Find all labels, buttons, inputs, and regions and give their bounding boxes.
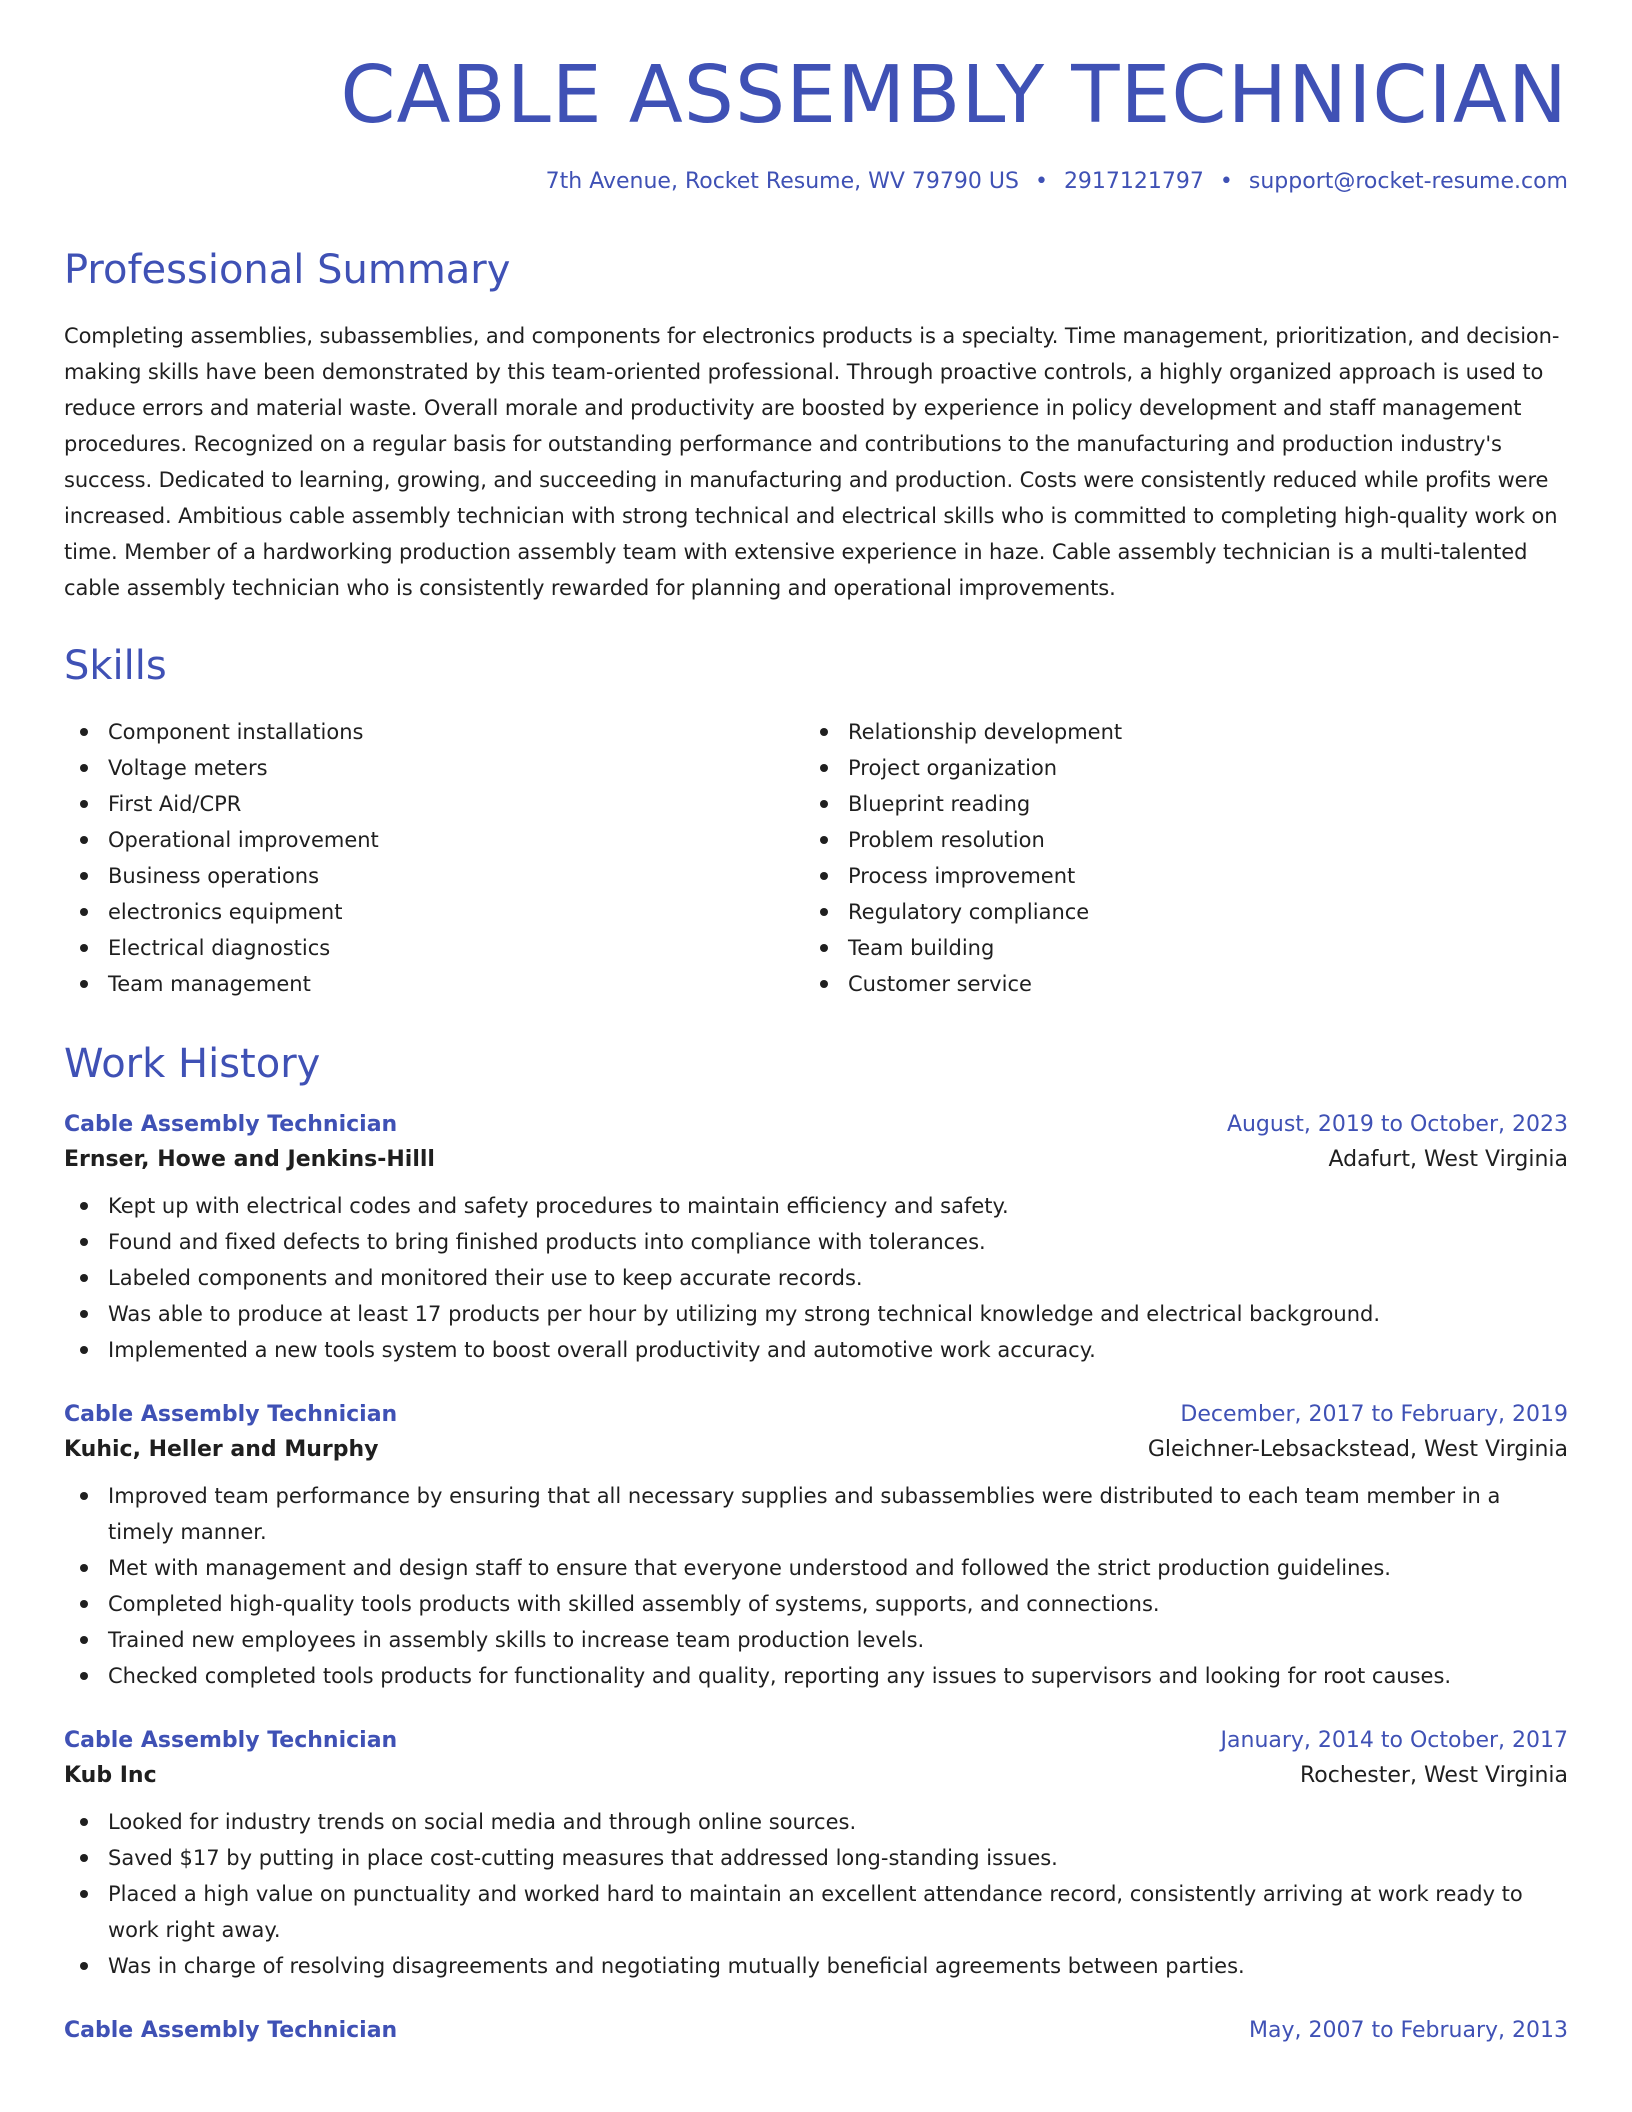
- skill-item: Team management: [64, 966, 804, 1002]
- skill-item: Process improvement: [804, 858, 1568, 894]
- skills-heading: Skills: [64, 642, 167, 689]
- contact-separator: •: [1034, 168, 1048, 194]
- skill-item: Operational improvement: [64, 822, 804, 858]
- skills-column-left: [64, 714, 804, 1002]
- contact-phone: 2917121797: [1063, 168, 1204, 194]
- job-entry: [64, 1112, 1568, 1368]
- job-bullet: Implemented a new tools system to boost overall productivity and automotive work accuracy.: [64, 1332, 1568, 1368]
- skill-item: Electrical diagnostics: [64, 930, 804, 966]
- job-bullet: Placed a high value on punctuality and worked hard to maintain an excellent attendance record, consistently arriving at work ready to work right away.: [64, 1876, 1568, 1948]
- job-bullet: Improved team performance by ensuring that all necessary supplies and subassemblies were distributed to each team member in a timely manner.: [64, 1478, 1568, 1550]
- skill-item: Regulatory compliance: [804, 894, 1568, 930]
- job-location: Rochester, West Virginia: [1299, 1762, 1568, 1788]
- contact-line: [64, 169, 1568, 194]
- contact-separator: •: [1219, 168, 1233, 194]
- job-company: Ernser, Howe and Jenkins-Hilll: [64, 1146, 435, 1172]
- job-title: Cable Assembly Technician: [64, 2017, 398, 2043]
- job-bullet: Looked for industry trends on social media and through online sources.: [64, 1804, 1568, 1840]
- contact-email: support@rocket-resume.com: [1248, 168, 1568, 194]
- job-bullets: [64, 1188, 1568, 1368]
- resume-name: CABLE ASSEMBLY TECHNICIAN: [340, 49, 1568, 141]
- skill-item: Team building: [804, 930, 1568, 966]
- job-location: Adafurt, West Virginia: [1328, 1146, 1568, 1172]
- job-bullet: Completed high-quality tools products with skilled assembly of systems, supports, and connections.: [64, 1586, 1568, 1622]
- job-bullet: Checked completed tools products for functionality and quality, reporting any issues to supervisors and looking for root causes.: [64, 1658, 1568, 1694]
- job-title: Cable Assembly Technician: [64, 1727, 398, 1753]
- job-entry: [64, 1728, 1568, 1984]
- skills-list: [64, 714, 1568, 1002]
- job-bullets: [64, 1804, 1568, 1984]
- job-bullet: Was in charge of resolving disagreements and negotiating mutually beneficial agreements between parties.: [64, 1948, 1568, 1984]
- skill-item: Problem resolution: [804, 822, 1568, 858]
- job-bullet: Found and fixed defects to bring finished products into compliance with tolerances.: [64, 1224, 1568, 1260]
- job-bullets: [64, 1478, 1568, 1694]
- skill-item: Business operations: [64, 858, 804, 894]
- job-bullet: Labeled components and monitored their use to keep accurate records.: [64, 1260, 1568, 1296]
- skill-item: electronics equipment: [64, 894, 804, 930]
- job-bullet: Met with management and design staff to ensure that everyone understood and followed the strict production guidelines.: [64, 1550, 1568, 1586]
- job-dates: May, 2007 to February, 2013: [1249, 2017, 1568, 2043]
- job-company: Kub Inc: [64, 1762, 157, 1788]
- summary-heading: Professional Summary: [64, 246, 511, 293]
- job-entry: [64, 1402, 1568, 1694]
- job-title: Cable Assembly Technician: [64, 1401, 398, 1427]
- skill-item: First Aid/CPR: [64, 786, 804, 822]
- job-bullet: Trained new employees in assembly skills to increase team production levels.: [64, 1622, 1568, 1658]
- job-dates: January, 2014 to October, 2017: [1220, 1727, 1568, 1753]
- skill-item: Voltage meters: [64, 750, 804, 786]
- summary-text: Completing assemblies, subassemblies, and components for electronics products is a specialty. Time management, prioritization, and decision-making skills have been demonstrated by this team-oriented professional. Through proactive controls, a highly organized approach is used to reduce errors and material waste. Overall morale and productivity are boosted by experience in policy development and staff management procedures. Recognized on a regular basis for outstanding performance and contributions to the manufacturing and production industry's success. Dedicated to learning, growing, and succeeding in manufacturing and production. Costs were consistently reduced while profits were increased. Ambitious cable assembly technician with strong technical and electrical skills who is committed to completing high-quality work on time. Member of a hardworking production assembly team with extensive experience in haze. Cable assembly technician is a multi-talented cable assembly technician who is consistently rewarded for planning and operational improvements.: [64, 323, 1560, 600]
- job-bullet: Saved $17 by putting in place cost-cutting measures that addressed long-standing issues.: [64, 1840, 1568, 1876]
- job-dates: December, 2017 to February, 2019: [1180, 1401, 1568, 1427]
- skill-item: Project organization: [804, 750, 1568, 786]
- skill-item: Blueprint reading: [804, 786, 1568, 822]
- job-company: Kuhic, Heller and Murphy: [64, 1436, 379, 1462]
- skill-item: Relationship development: [804, 714, 1568, 750]
- skill-item: Customer service: [804, 966, 1568, 1002]
- skill-item: Component installations: [64, 714, 804, 750]
- contact-address: 7th Avenue, Rocket Resume, WV 79790 US: [545, 168, 1019, 194]
- job-dates: August, 2019 to October, 2023: [1226, 1111, 1568, 1137]
- skills-column-right: [804, 714, 1568, 1002]
- job-bullet: Kept up with electrical codes and safety procedures to maintain efficiency and safety.: [64, 1188, 1568, 1224]
- job-bullet: Was able to produce at least 17 products per hour by utilizing my strong technical knowledge and electrical background.: [64, 1296, 1568, 1332]
- work-history-heading: Work History: [64, 1040, 321, 1087]
- job-title: Cable Assembly Technician: [64, 1111, 398, 1137]
- job-entry: [64, 2018, 1568, 2043]
- job-location: Gleichner-Lebsackstead, West Virginia: [1147, 1436, 1568, 1462]
